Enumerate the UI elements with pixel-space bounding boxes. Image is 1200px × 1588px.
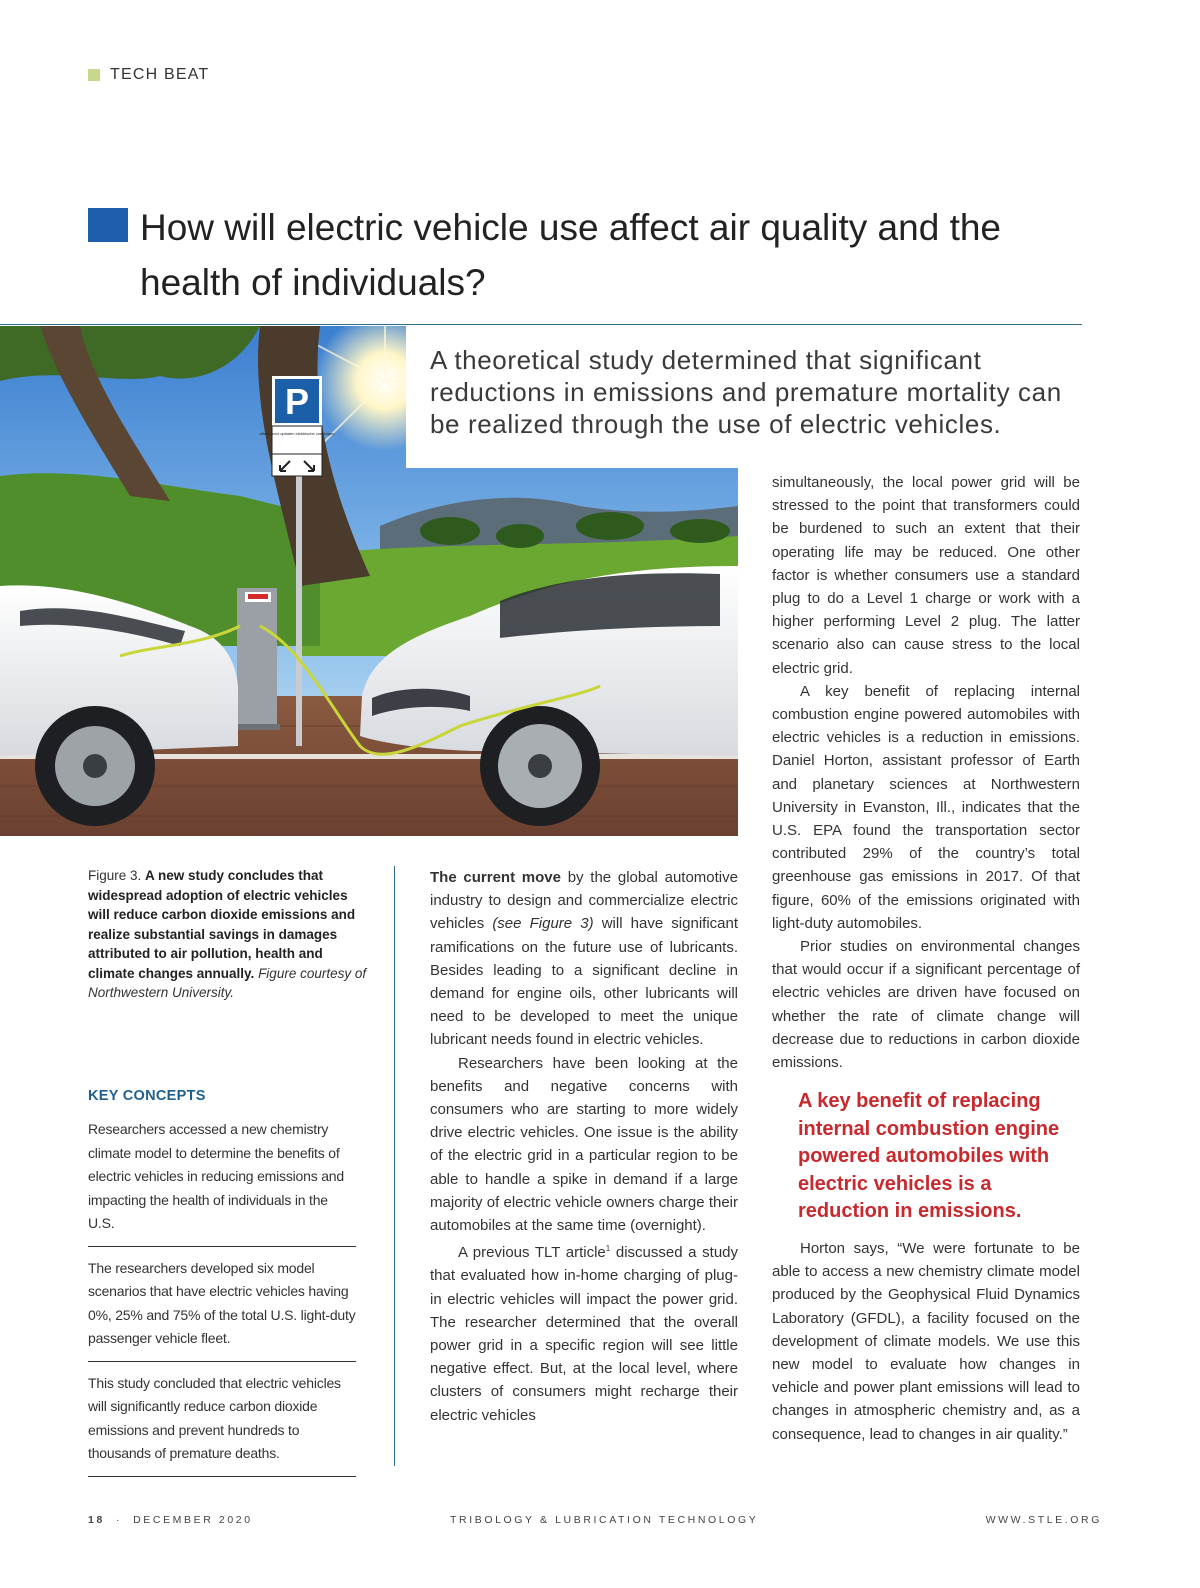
key-concepts-title: KEY CONCEPTS (88, 1088, 206, 1104)
parking-sign-letter: P (284, 381, 310, 422)
lead-in: The current move (430, 869, 561, 886)
body-paragraph: simultaneously, the local power grid will be stressed to the point that transformers could be burdened to such an extent that their operating life may be reduced. One other factor is whether consumers use a standard plug to do a Level 1 charge or work with a higher performing Level 2 plug. The latter scenario also can cause stress to the local electric grid. (772, 474, 1080, 677)
caption-bold: A new study concludes that widespread adoption of electric vehicles will reduce carbon dioxide emissions and realize substantial savings in damages attributed to air pollution, health and climate changes annually. (88, 868, 356, 981)
publication-name: TRIBOLOGY & LUBRICATION TECHNOLOGY (450, 1514, 759, 1526)
key-concept-item: Researchers accessed a new chemistry climate model to determine the benefits of electric vehicles in reducing emissions and impacting the health of individuals in the U.S. (88, 1118, 356, 1247)
headline-square (88, 208, 128, 242)
website-link[interactable]: WWW.STLE.ORG (985, 1514, 1102, 1526)
body-paragraph: Prior studies on environmental changes that would occur if a significant percentage of electric vehicles are driven have focused on whether the rate of climate change will decrease due to reductions in carbon dioxide emissions. (772, 938, 1080, 1072)
body-column-right-top (772, 471, 1080, 1074)
section-tag-square (88, 69, 100, 81)
figure-reference: (see Figure 3) (492, 915, 594, 933)
body-paragraph: A previous TLT article$^1$ discussed a study that evaluated how in-home charging of plug-in electric vehicles will impact the power grid. The researcher determined that the overall power grid in a specific region will see little negative effect. But, at the local level, where clusters of consumers might recharge their electric vehicles (430, 1244, 739, 1424)
footer-left (88, 1514, 253, 1526)
headline: How will electric vehicle use affect air quality and the health of individuals? (140, 207, 1002, 303)
key-concepts-list (88, 1118, 356, 1487)
issue-date: DECEMBER 2020 (133, 1514, 253, 1526)
page-number: 18 (88, 1514, 105, 1526)
deck-box (406, 326, 1082, 468)
top-rule (0, 324, 1082, 325)
body-column-middle (430, 866, 738, 1427)
body-paragraph: Researchers have been looking at the benefits and negative concerns with consumers who are starting to more widely drive electric vehicles. One issue is the ability of the electric grid in a particular region to be able to handle a spike in demand if a large majority of electric vehicle owners charge their automobiles at the same time (overnight). (430, 1054, 738, 1235)
footer-separator: · (115, 1514, 123, 1526)
section-tag-label: TECH BEAT (110, 66, 210, 83)
caption-lead: Figure 3. (88, 868, 146, 883)
footnote-ref: 1 (605, 1244, 611, 1254)
key-concept-item: This study concluded that electric vehicles will significantly reduce carbon dioxide emissions and prevent hundreds to thousands of premature deaths. (88, 1372, 356, 1477)
caption-credit: Figure courtesy of Northwestern University. (88, 965, 367, 1000)
deck: A theoretical study determined that significant reductions in emissions and premature mortality can be realized through the use of electric vehicles. (430, 345, 1062, 439)
column-divider (394, 866, 395, 1466)
parking-sign-text: alleen voor opladen elektrische voertuigen (259, 431, 335, 436)
body-paragraph: The current move by the global automotive industry to design and commercialize electric vehicles (see Figure 3) will have significant ramifications on the future use of lubricants. Besides leading to a significant decline in demand for engine oils, other lubricants will need to be developed to meet the unique lubricant needs found in electric vehicles. (430, 869, 739, 1049)
figure-caption (88, 866, 373, 1003)
key-concept-item: The researchers developed six model scenarios that have electric vehicles having 0%, 25% and 75% of the total U.S. light-duty passenger vehicle fleet. (88, 1257, 356, 1362)
body-paragraph: A key benefit of replacing internal combustion engine powered automobiles with electric vehicles is a reduction in emissions. Daniel Horton, assistant professor of Earth and planetary sciences at Northwestern University in Evanston, Ill., indicates that the U.S. EPA found the transportation sector contributed 29% of the country’s total greenhouse gas emissions in 2017. Of that figure, 60% of the emissions originated with light-duty automobiles. (772, 682, 1080, 932)
section-tag (88, 66, 209, 84)
body-column-right-bottom (772, 1237, 1080, 1446)
pull-quote: A key benefit of replacing internal combustion engine powered automobiles with electric vehicles is a reduction in emissions. (798, 1090, 1060, 1222)
body-paragraph: Horton says, “We were fortunate to be able to access a new chemistry climate model produced by the Geophysical Fluid Dynamics Laboratory (GFDL), a facility focused on the development of climate models. We use this new model to evaluate how changes in vehicle and power plant emissions will lead to changes in atmospheric chemistry and, as a consequence, lead to changes in air quality.” (772, 1240, 1080, 1443)
